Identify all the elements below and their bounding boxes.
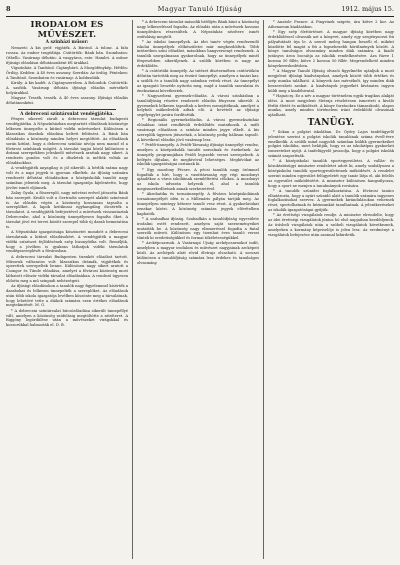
paragraph: Király: A kis kadét. A Cigányszerelem. A Bolondok. Csütörtök: A sasfiók. Vasárnap délután ifjúsági előadás mérsékelt helyárakkal.	[6, 80, 128, 95]
column-divider	[132, 20, 133, 559]
section-title-irodalom: IRODALOM ÉS MŰVÉSZET.	[30, 20, 104, 40]
paragraph: * A debreceni színtársulat búcsúelőadása sikerült ünnepéllyé vált, amelyen a közönség zsúfolásig megtöltötte a nézőteret. A függöny legördülése után a művészeket virágokkal és koszorúkkal halmozták el. D. B.	[6, 308, 128, 328]
paragraph: * Az iskolai ünnepélyek. Az idei tanév végén rendezendő iskolai ünnepélyek előkészületei már megkezdődtek. Több intézetben színi előadást, másokban hangversenyt rendeznek. A tanulók szorgalmasan gyakorolnak, hogy az ünnepélyek minél fényesebben sikerüljenek. A szülők körében is nagy az érdeklődés.	[137, 39, 259, 68]
subheading-debreceni: A debreceni színtársulat vendégjátéka.	[20, 111, 114, 117]
paragraph: * Regionális gyermekelőadás. A városi gyermekszínház előadásai iránt rendkívüli érdeklődés mutatkozik. A múlt vasárnapi előadáson a színház minden jegye elkelt. A kis szereplők ügyesen játszottak, a közönség pedig hálásan tapsolt. A következő előadás jövő vasárnap lesz.	[137, 118, 259, 142]
paragraph: * Anatole France: A Pingvinek szigete, ára kötve 2 kor. Az Athenaeum kiadásában.	[268, 20, 394, 29]
paragraph: Fényes sikerrel zárult a debreceni társulat budapesti vendégjátéka. A Népszínházban megtartott előadások közönsége lelkesen ünnepelte a kitűnő vidéki művészeket. Különösen a klasszikus darabok előadása keltett feltűnést. A Bánk bán előadásán a közönség minden helyet megtöltött. Az előadások során kitűnt, hogy a debreceni színház nívója nem marad el a fővárosi színházak mögött. A társulat tagjai közül különösen a drámai szerepekben jeleskedő művészek arattak nagy sikert. A rendezés gondos volt és a díszletek is méltók voltak az előadásokhoz.	[6, 117, 128, 166]
paragraph: * A csütörtöki ünnepély. Az intézet dísztermében csütörtökön délután tartották meg az évzáró ünnepélyt, amelyen a tanári kar, a szülők és a tanulók nagy számban vettek részt. Az ünnepélyt az igazgató beszéde nyitotta meg, majd a tanulók szavalatai és énekszámai következtek.	[137, 69, 259, 93]
paragraph: * A Magyar Tanuló Ifjúság olvasói figyelmébe ajánljuk a most megjelent ifjúsági kiadványokat, amelyek között több értékes és szép munka található. A könyvek ára mérsékelt, így minden diák beszerezheti azokat. A kiadványok jegyzékét kívánatra ingyen küldi meg a kiadóhivatal.	[268, 69, 394, 93]
paragraph: * Nagyszebeni gyermek-előadás. A városi színházban a tanulóifjúság részére rendezett előadás fényesen sikerült. A gyermekek lelkesen tapsoltak a kedves mesejátéknak, amelyet a helybeli műkedvelők adtak elő. A bevételt az ifjúsági segélyegylet javára fordították.	[137, 93, 259, 118]
subheading-szinhazi-musor: A szinházi műsor:	[45, 40, 89, 46]
paragraph: * Akrobatika és tornaünnepély. A főváros középiskoláinak tornaünnepélyét idén is a Millenáris pályán tartják meg. Az ünnepélyen mintegy kétezer tanuló vesz részt. A gyakorlatokat zenekar kíséri. A közönség számára jegyek elővételben kaphatók.	[137, 192, 259, 216]
paragraph: Vígszínház: A Tanítónő. Cigánybáró. A Mozgófénykép. Hétfőn: Ördög. Kedden: A 40 éves asszony. Szerdán: Az ördög. Pénteken: A Tanítónő. Szombaton és vasárnap: A koldusdiák.	[6, 66, 128, 80]
paragraph: Az ifjúsági előadásokon a tanulók nagy figyelemmel kísérték a darabokat és lelkesen ünnepelték a szereplőket. Az előadások után több iskola igazgatója levélben köszönte meg a társulatnak, hogy lehetővé tette a diákok számára ezen értékes előadások megtekintését. M. G.	[6, 284, 128, 308]
section-title-tanugy: TANÜGY.	[307, 118, 355, 129]
paragraph: A Népszínház igazgatósága köszönetet mondott a debreceni társulatnak a kitűnő előadásokért. A vendégjáték a magyar vidéki színészet fejlődésének szép bizonyítéka volt. Reméljük, hogy a jövőben is gyakran láthatjuk vidéki társulatok vendégszereplését a fővárosban.	[6, 230, 128, 254]
page-header	[6, 4, 394, 17]
issue-date: 1912. május 15.	[341, 5, 394, 13]
paragraph: * Sokan a polgári iskolában. Dr. Győry Lajos tanfelügyelő jelentése szerint a polgári iskolák tanulóinak száma évről-évre emelkedik. A szülők mind nagyobb számban küldik gyermekeiket polgári iskolába, mert belátják, hogy ez az iskolatípus gyakorlati ismereteket nyújt. A tanfelügyelő javasolja, hogy a polgári iskolák számát szaporítsák.	[268, 129, 394, 159]
paragraph: Magyar: Tessék, tessék. A 40 éves asszony. Ifjúsági előadás délutánonként.	[6, 95, 128, 105]
paragraph: * Egy szép élettörténet. A magyar ifjúság körében nagy érdeklődéssel olvassák azt a könyvet, amely egy szegénysorsú fiú pályafutását írja le. A szerző meleg hangon beszéli el, miként küzdötte fel magát a fiú a legnehezebb körülmények között. A könyv tanulságos olvasmány minden diák számára. A kiadó jutányos áron bocsátja az iskolák rendelkezésére. Ára fűzve 1 korona 50 fillér, kötve 2 korona 50 fillér. Megrendelhető minden könyvkereskedésben.	[268, 30, 394, 68]
column-right	[268, 20, 394, 558]
paragraph: * A debreceni társulat második hétfőjén Bánk bánt a közönség nagy lelkesedéssel fogadta. Az előadás után a művészek hosszas ünneplésben részesültek. A Népszínház nézőtere ismét zsúfolásig megtelt.	[137, 20, 259, 39]
paragraph: * Petőfi-ünnepély. A Petőfi-Társaság ifjúsági ünnepélyt rendez, amelyen a középiskolák tanulói szavalnak és énekelnek. Az ünnepély programjában Petőfi legszebb versei szerepelnek. A belépés díjtalan, de meghívóval lehetséges. Meghívókat az iskolák igazgatóságai osztanak ki.	[137, 143, 259, 167]
paragraph: * Egy mozdony Pécsre. A pécsi tanulók nagy örömmel fogadták a hírt, hogy a vasúttársaság egy régi mozdonyt ajándékoz a város iskoláinak szemléltetési célokra. A mozdonyt az iskola udvarán helyezik el, ahol a tanulók megismerkedhetnek annak szerkezetével.	[137, 167, 259, 192]
section-rule	[18, 109, 116, 110]
paragraph: * Az érettségi vizsgálatok rendje. A miniszter elrendelte, hogy az idei érettségi vizsgálatok június hó első napjaiban kezdődjenek. Az írásbeli vizsgálatok után a szóbeli vizsgálatok következnek, amelyeken a kormány képviselője is jelen lesz. Az eredményt a vizsgálatok befejezése után azonnal kihirdetik.	[268, 213, 394, 237]
paragraph: * A szabadkai ifjúság. Szabadkán a tanulóifjúság egyesülete irodalmi estét rendezett, amelyen saját szerzeményeiket mutatták be. A közönség nagy elismeréssel fogadta a fiatal szerzők műveit. Különösen egy tizenhat éves tanuló versei tűntek ki eredetiségükkel és formai tökéletességükkel.	[137, 216, 259, 241]
page-number: 8	[6, 5, 11, 13]
column-divider	[263, 20, 264, 559]
paragraph: A debreceni társulat Budapesten tizenkét előadást tartott. Műsoruk változatos volt: klasszikus drámák, vígjátékok és operettek szerepeltek benne. Különösen nagy sikert aratott a Csongor és Tünde előadása, amelyet a fővárosi közönség most láthatott először vidéki társulat előadásában. A rendező ügyesen oldotta meg a mű színpadi nehézségeit.	[6, 254, 128, 283]
paragraph: Nemzeti: A kis gróf: vígjáték. A Bárónő. A tolonc. A falu rossza. Az ember tragédiája. Csütörtök: Bánk bán. Szombaton: Othello. Vasárnap délután: A vasgyáros, este: Hamlet. A műsor ifjúsági előadásai délutánonként fél árakkal.	[6, 46, 128, 65]
paragraph: * A tanulók szünidei foglalkoztatása. A fővárosi tanács elhatározta, hogy a nyári szünidő alatt a tanulók számára ingyenes foglalkozásokat szervez. A gyermekek kirándulásokon vehetnek részt, sportolhatnak és kézimunkát tanulhatnak. A jelentkezéseket az iskolák igazgatóságai gyűjtik.	[268, 188, 394, 213]
column-middle	[137, 20, 259, 558]
paragraph: * A középiskolai tanulók sportegyesületei. A vallás- és közoktatásügyi miniszter rendeletet adott ki, amely szabályozza a középiskolai tanulók sportegyesületeinek működését. A rendelet szerint minden egyesület felügyeletét egy tanár látja el, aki felelős az egyesület működéséért. A miniszter különösen hangsúlyozza, hogy a sport ne menjen a tanulmányok rovására.	[268, 159, 394, 188]
paragraph: * Hajnóczy. Ez a név a magyar történelem egyik tragikus alakját idézi. A most megjelent életrajz részletesen ismerteti a kiváló férfiú életét és működését. A könyv forrásokra támaszkodó, alapos munka, amely minden történelem iránt érdeklődő olvasónak ajánlható.	[268, 93, 394, 118]
column-left	[6, 20, 128, 558]
paragraph: A vendégjáték anyagilag is jól sikerült. A bérlők száma nagy volt és a napi jegyek is gyorsan elkeltek. Az ifjúság számára rendezett délutáni előadásokon a középiskolák tanulói nagy számban jelentek meg. A társulat igazgatója kijelentette, hogy jövőre ismét eljönnek.	[6, 166, 128, 190]
paragraph: Zalay Gyula, a főszereplő, nagy művészi erővel játszotta Bánk bán szerepét. Kiváló volt a Gertrudis szerepét alakító színésznő is. Az előadás végén a közönség hosszasan tapsolta a szereplőket. A lapok kritikusai egyhangúlag dicsérték a társulatot. A vendégjáték befejeztével a művészek visszautaztak Debrecenbe, ahol a közönség ünnepélyesen fogadta őket. A társulat jövő évi tervei között szerepel több új darab bemutatása is.	[6, 190, 128, 229]
paragraph: * Arcképcsarnok. A Vasárnapi Ujság arcképcsarnokot indít, amelyben a magyar irodalom és művészet nagyjainak arcképeit közli. Az arcképek alatt rövid életrajz olvasható. A sorozat különösen a tanulóifjúság számára lesz érdekes és tanulságos olvasmány.	[137, 241, 259, 265]
masthead: Magyar Tanuló Ifjúság	[157, 5, 243, 13]
